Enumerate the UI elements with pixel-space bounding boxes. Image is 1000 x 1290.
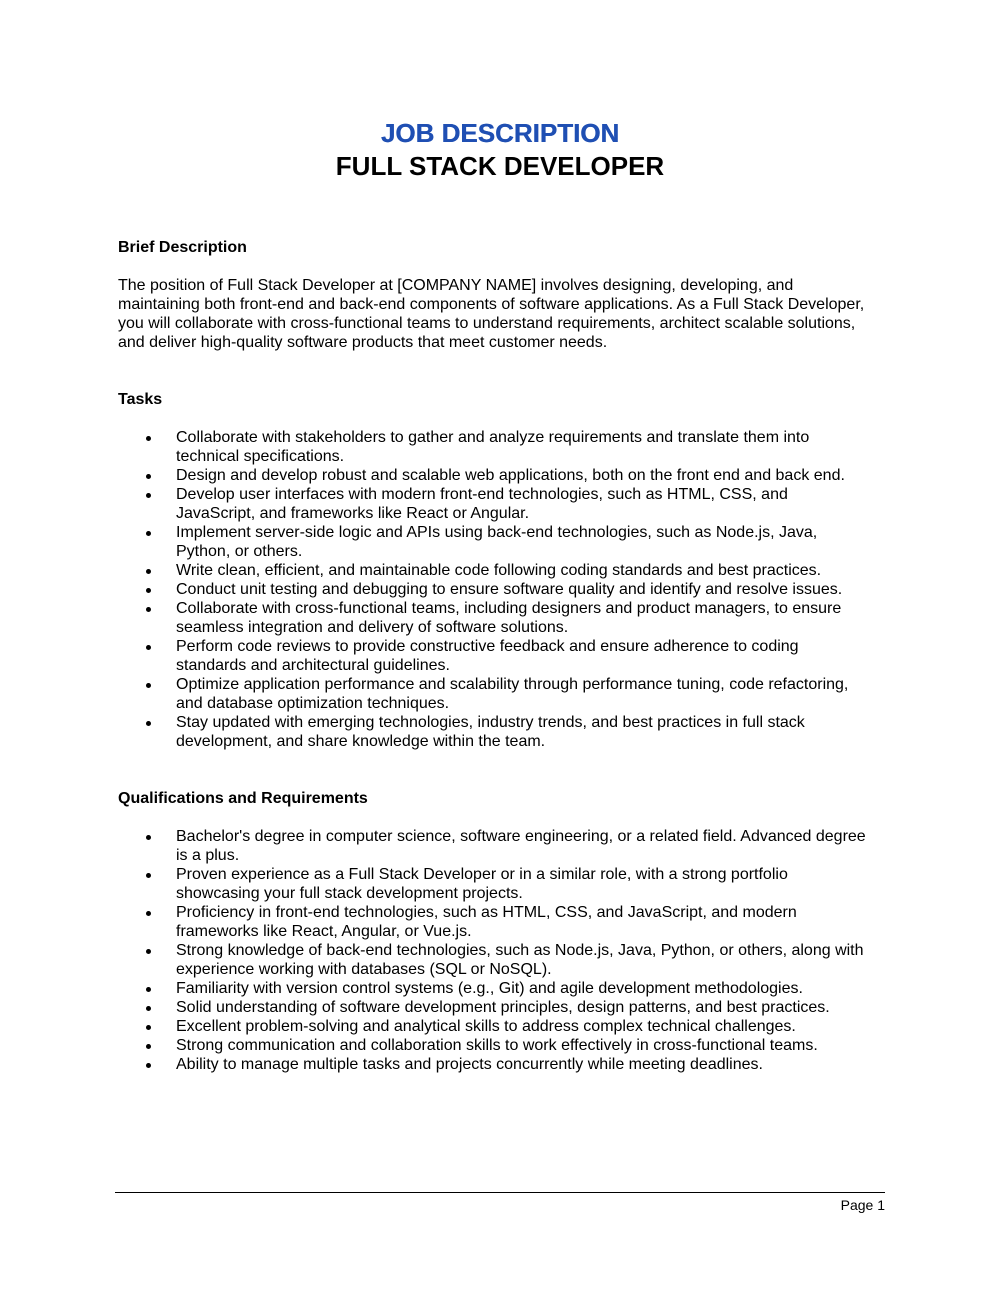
list-item-line: is a plus.: [176, 847, 240, 864]
list-item: [118, 998, 898, 1017]
list-item-line: frameworks like React, Angular, or Vue.js.: [176, 923, 472, 940]
list-item: [118, 637, 898, 675]
list-item: [118, 523, 898, 561]
list-item-line: Familiarity with version control systems (e.g., Git) and agile development methodologies.: [176, 980, 803, 997]
bullet-icon: [146, 1063, 151, 1068]
list-item-line: Write clean, efficient, and maintainable code following coding standards and best practices.: [176, 562, 822, 579]
brief-line: you will collaborate with cross-functional teams to understand requirements, architect scalable solutions,: [118, 315, 856, 332]
list-item: [118, 903, 898, 941]
list-item-line: Conduct unit testing and debugging to ensure software quality and identify and resolve issues.: [176, 581, 843, 598]
job-title: FULL STACK DEVELOPER: [335, 151, 665, 181]
document-title: JOB DESCRIPTION: [380, 118, 620, 148]
list-item-line: Excellent problem-solving and analytical skills to address complex technical challenges.: [176, 1018, 796, 1035]
bullet-icon: [146, 873, 151, 878]
list-item: [118, 428, 898, 466]
list-item-line: JavaScript, and frameworks like React or Angular.: [176, 505, 530, 522]
list-item: [118, 561, 898, 580]
list-item: [118, 1055, 898, 1074]
bullet-icon: [146, 474, 151, 479]
bullet-icon: [146, 493, 151, 498]
list-item: [118, 1017, 898, 1036]
list-item-line: Solid understanding of software development principles, design patterns, and best practices.: [176, 999, 830, 1016]
list-item-line: Perform code reviews to provide constructive feedback and ensure adherence to coding: [176, 638, 799, 655]
list-item-line: experience working with databases (SQL or NoSQL).: [176, 961, 552, 978]
list-item-line: Stay updated with emerging technologies, industry trends, and best practices in full stack: [176, 714, 805, 731]
list-item-line: Proven experience as a Full Stack Developer or in a similar role, with a strong portfolio: [176, 866, 788, 883]
list-item-line: showcasing your full stack development projects.: [176, 885, 523, 902]
list-item: [118, 713, 898, 751]
list-item-line: Ability to manage multiple tasks and projects concurrently while meeting deadlines.: [176, 1056, 763, 1073]
list-item: [118, 599, 898, 637]
list-item-line: Optimize application performance and scalability through performance tuning, code refactoring,: [176, 676, 849, 693]
list-item: [118, 580, 898, 599]
bullet-icon: [146, 1006, 151, 1011]
list-item: [118, 979, 898, 998]
list-item-line: seamless integration and delivery of software solutions.: [176, 619, 569, 636]
bullet-icon: [146, 588, 151, 593]
list-item-line: Develop user interfaces with modern front-end technologies, such as HTML, CSS, and: [176, 486, 788, 503]
tasks-list: [118, 428, 898, 751]
bullet-icon: [146, 645, 151, 650]
list-item-line: Collaborate with cross-functional teams, including designers and product managers, to ensure: [176, 600, 842, 617]
list-item-line: Strong knowledge of back-end technologies, such as Node.js, Java, Python, or others, along with: [176, 942, 864, 959]
qualifications-heading: Qualifications and Requirements: [118, 790, 368, 807]
bullet-icon: [146, 569, 151, 574]
brief-description-heading: Brief Description: [118, 239, 247, 256]
bullet-icon: [146, 721, 151, 726]
brief-line: and deliver high-quality software products that meet customer needs.: [118, 334, 608, 351]
brief-line: maintaining both front-end and back-end components of software applications. As a Full Stack Developer,: [118, 296, 865, 313]
list-item: [118, 1036, 898, 1055]
brief-line: The position of Full Stack Developer at [COMPANY NAME] involves designing, developing, and: [118, 277, 794, 294]
page-number: Page 1: [840, 1197, 885, 1213]
qualifications-list: [118, 827, 898, 1074]
bullet-icon: [146, 1044, 151, 1049]
list-item-line: Strong communication and collaboration skills to work effectively in cross-functional teams.: [176, 1037, 818, 1054]
bullet-icon: [146, 835, 151, 840]
bullet-icon: [146, 911, 151, 916]
list-item: [118, 827, 898, 865]
list-item: [118, 485, 898, 523]
list-item-line: Collaborate with stakeholders to gather and analyze requirements and translate them into: [176, 429, 810, 446]
list-item-line: and database optimization techniques.: [176, 695, 450, 712]
bullet-icon: [146, 987, 151, 992]
list-item-line: Implement server-side logic and APIs using back-end technologies, such as Node.js, Java,: [176, 524, 818, 541]
list-item-line: technical specifications.: [176, 448, 345, 465]
list-item: [118, 675, 898, 713]
bullet-icon: [146, 436, 151, 441]
list-item: [118, 466, 898, 485]
list-item-line: Bachelor's degree in computer science, software engineering, or a related field. Advanced degree: [176, 828, 866, 845]
list-item-line: Proficiency in front-end technologies, such as HTML, CSS, and JavaScript, and modern: [176, 904, 797, 921]
bullet-icon: [146, 607, 151, 612]
list-item-line: Design and develop robust and scalable web applications, both on the front end and back end.: [176, 467, 845, 484]
bullet-icon: [146, 949, 151, 954]
brief-description-text: [118, 276, 898, 352]
bullet-icon: [146, 531, 151, 536]
list-item-line: Python, or others.: [176, 543, 303, 560]
bullet-icon: [146, 1025, 151, 1030]
list-item-line: standards and architectural guidelines.: [176, 657, 450, 674]
tasks-heading: Tasks: [118, 391, 163, 408]
list-item: [118, 865, 898, 903]
footer-divider: [115, 1192, 885, 1193]
list-item: [118, 941, 898, 979]
list-item-line: development, and share knowledge within the team.: [176, 733, 546, 750]
bullet-icon: [146, 683, 151, 688]
